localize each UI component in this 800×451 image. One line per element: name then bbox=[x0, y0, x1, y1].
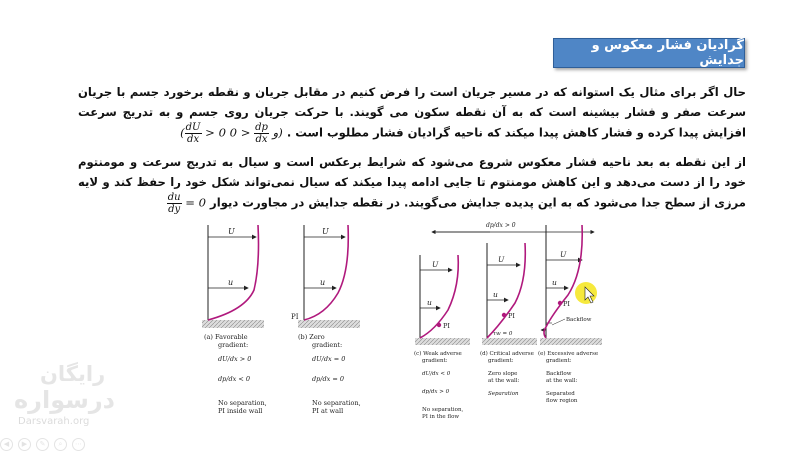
pi-label-c: PI bbox=[443, 322, 450, 330]
profile-b bbox=[291, 225, 361, 415]
svg-text:PI at wall: PI at wall bbox=[312, 407, 344, 415]
profile-a bbox=[202, 225, 267, 415]
zoom-icon[interactable]: ⌕ bbox=[54, 438, 67, 451]
svg-text:at the wall:: at the wall: bbox=[546, 378, 578, 384]
caption-d bbox=[480, 350, 534, 397]
u-small-label-c: u bbox=[427, 298, 432, 307]
svg-text:PI inside wall: PI inside wall bbox=[218, 407, 263, 415]
u-big-label-c: U bbox=[432, 260, 439, 269]
svg-text:gradient:: gradient: bbox=[488, 358, 514, 364]
profile-c bbox=[414, 255, 470, 420]
svg-text:No separation,: No separation, bbox=[422, 407, 464, 413]
svg-text:Backflow: Backflow bbox=[546, 371, 572, 377]
svg-text:dp/dx < 0: dp/dx < 0 bbox=[218, 375, 251, 383]
u-small-label-b: u bbox=[320, 278, 326, 287]
pi-label-d: PI bbox=[508, 312, 515, 320]
pi-label-b: PI bbox=[291, 313, 299, 321]
boundary-layer-figure bbox=[190, 215, 610, 440]
velocity-curve-b bbox=[304, 225, 348, 320]
next-slide-icon[interactable]: ▶ bbox=[18, 438, 31, 451]
svg-text:Separated: Separated bbox=[546, 391, 575, 397]
u-small-label-e: u bbox=[552, 278, 557, 287]
u-big-label-b: U bbox=[322, 227, 329, 236]
svg-text:dU/dx < 0: dU/dx < 0 bbox=[422, 371, 451, 377]
u-big-label-d: U bbox=[498, 255, 505, 264]
svg-text:PI in the flow: PI in the flow bbox=[422, 414, 460, 420]
svg-text:gradient:: gradient: bbox=[422, 358, 448, 364]
svg-text:gradient:: gradient: bbox=[312, 341, 343, 349]
caption-b bbox=[298, 333, 361, 415]
svg-text:(b) Zero: (b) Zero bbox=[298, 333, 325, 341]
svg-text:at the wall:: at the wall: bbox=[488, 378, 520, 384]
svg-text:dU/dx = 0: dU/dx = 0 bbox=[312, 355, 346, 363]
paragraph-adverse bbox=[78, 152, 746, 215]
caption-c bbox=[414, 350, 463, 420]
u-big-label-e: U bbox=[560, 250, 567, 259]
u-small-label-d: u bbox=[493, 290, 498, 299]
wall-b bbox=[298, 320, 360, 328]
svg-text:flow region: flow region bbox=[546, 398, 578, 404]
profile-e bbox=[538, 225, 602, 404]
wall-d bbox=[482, 338, 537, 345]
menu-icon[interactable]: ⋯ bbox=[72, 438, 85, 451]
inflection-point-c bbox=[437, 323, 441, 327]
prev-slide-icon[interactable]: ◀ bbox=[0, 438, 13, 451]
svg-text:Zero slope: Zero slope bbox=[488, 371, 518, 377]
svg-text:Separation: Separation bbox=[488, 391, 519, 397]
svg-text:(c) Weak adverse: (c) Weak adverse bbox=[414, 351, 462, 357]
caption-e bbox=[538, 350, 598, 404]
separation-equation: $\frac{du}{dy}$ = 0 bbox=[167, 192, 206, 215]
svg-text:dU/dx > 0: dU/dx > 0 bbox=[218, 355, 252, 363]
svg-text:(a) Favorable: (a) Favorable bbox=[204, 333, 248, 341]
slide-title: گرادیان فشار معکوس و جدایش bbox=[553, 38, 745, 68]
backflow-label: Backflow bbox=[566, 317, 592, 323]
pi-label-e: PI bbox=[563, 300, 570, 308]
u-big-label-a: U bbox=[228, 227, 235, 236]
paragraph-adverse-text: از این نقطه به بعد ناحیه فشار معکوس شروع می‌شود که شرایط برعکس است و سیال به تدریج سرعت و مومنتوم خود را از دست می‌دهد و این کاهش مومنتوم تا جایی ادامه پیدا میکند که سیال نمی‌تواند شکل خود را حفظ کند و لایه مرزی از سطح جدا می‌شود که به این پدیده جدایش می‌گویند. در نقطه جدایش در مجاورت دیوار bbox=[78, 155, 746, 210]
svg-text:dp/dx > 0: dp/dx > 0 bbox=[486, 222, 516, 229]
cursor-highlight bbox=[575, 282, 597, 304]
caption-a bbox=[204, 333, 267, 415]
tau-label-d: τw = 0 bbox=[493, 331, 513, 337]
svg-text:(e) Excessive adverse: (e) Excessive adverse bbox=[538, 351, 599, 357]
svg-text:No separation,: No separation, bbox=[218, 399, 267, 407]
svg-text:dp/dx = 0: dp/dx = 0 bbox=[312, 375, 345, 383]
wall-c bbox=[415, 338, 470, 345]
wall-a bbox=[202, 320, 264, 328]
slide-controls bbox=[0, 431, 110, 448]
svg-text:gradient:: gradient: bbox=[218, 341, 249, 349]
inflection-point-d bbox=[502, 313, 506, 317]
adverse-gradient-indicator bbox=[432, 222, 594, 232]
svg-text:dp/dx > 0: dp/dx > 0 bbox=[422, 389, 450, 395]
u-small-label-a: u bbox=[228, 278, 234, 287]
paragraph-favorable bbox=[78, 82, 746, 145]
svg-text:gradient:: gradient: bbox=[546, 358, 572, 364]
inflection-point-e bbox=[558, 301, 562, 305]
paragraph-favorable-text: حال اگر برای مثال یک استوانه که در مسیر جریان است را فرض کنیم در مقابل جریان و نقطه برخورد جسم با جریان سرعت صفر و فشار بیشینه است که به آن نقطه سکون می گویند. با حرکت جریان روی جسم و به تدریج سرعت افزایش پیدا کرده و فشار کاهش پیدا میکند که ناحیه گرادیان فشار مطلوب است . bbox=[78, 85, 746, 140]
profile-d bbox=[480, 243, 537, 397]
pen-icon[interactable]: ✎ bbox=[36, 438, 49, 451]
svg-text:No separation,: No separation, bbox=[312, 399, 361, 407]
svg-text:(d) Critical adverse: (d) Critical adverse bbox=[480, 351, 534, 357]
watermark-logo: رایگان درسواره Darsvarah.org bbox=[14, 362, 115, 427]
wall-e bbox=[540, 338, 602, 345]
velocity-curve-a bbox=[208, 225, 259, 320]
favorable-gradient-equation: ( $\frac{dU}{dx}$ > 0 و $\frac{dp}{dx}$ < 0) bbox=[180, 122, 283, 145]
